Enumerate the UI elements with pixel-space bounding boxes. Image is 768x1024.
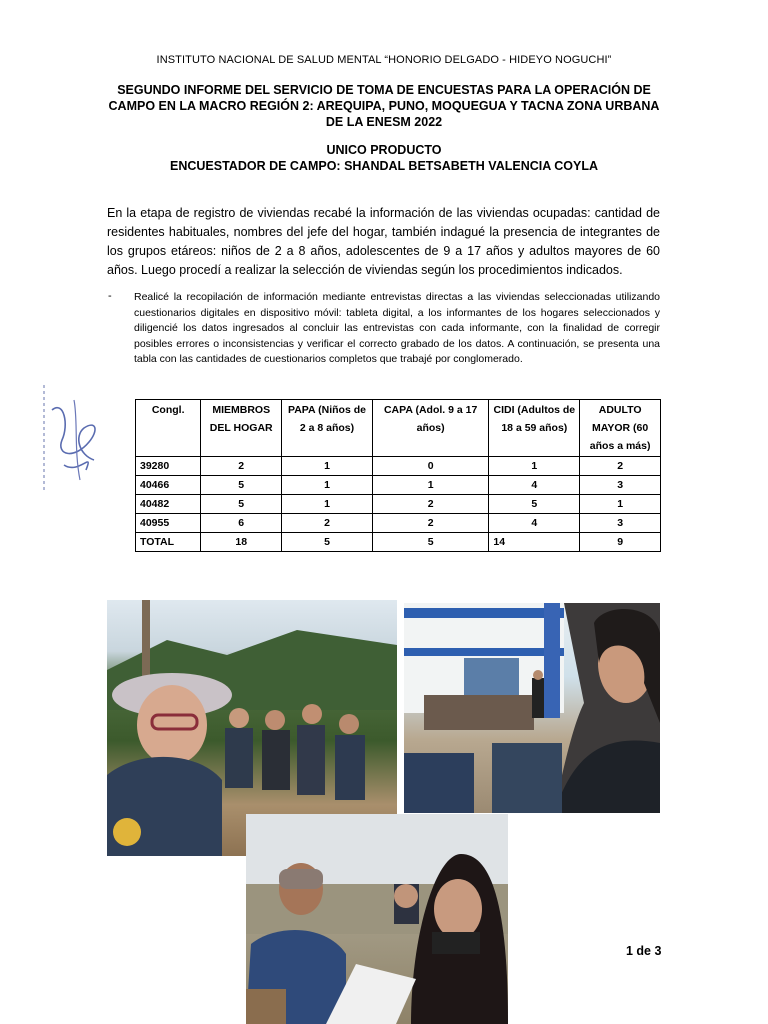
table-cell: 2 xyxy=(282,514,373,533)
table-total-row xyxy=(136,533,661,552)
col-header: CAPA (Adol. 9 a 17 años) xyxy=(372,400,488,457)
table-cell: 2 xyxy=(372,495,488,514)
survey-table xyxy=(135,399,661,552)
col-header: PAPA (Niños de 2 a 8 años) xyxy=(282,400,373,457)
institute-name: INSTITUTO NACIONAL DE SALUD MENTAL “HONORIO DELGADO - HIDEYO NOGUCHI” xyxy=(156,54,612,66)
report-subtitle xyxy=(100,142,668,174)
table-cell: 5 xyxy=(201,495,282,514)
table-cell: 6 xyxy=(201,514,282,533)
bullet-paragraph: Realicé la recopilación de información mediante entrevistas directas a las viviendas seleccionadas utilizando cuestionarios digitales en dispositivo móvil: tableta digital, a los informantes de los hogares seleccionados y diligencié los datos ingresados al concluir las entrevistas con cada informante, con la finalidad de corregir posibles errores o inconsistencias y verificar el correcto grabado de los datos. A continuación, se presenta una tabla con las cantidades de cuestionarios completos que trabajé por conglomerado. xyxy=(134,291,660,365)
table-cell: 5 xyxy=(489,495,580,514)
table-cell: 40482 xyxy=(136,495,201,514)
table-cell: 5 xyxy=(201,476,282,495)
table-cell: 1 xyxy=(282,476,373,495)
table-cell: 18 xyxy=(201,533,282,552)
bullet-marker: - xyxy=(108,290,112,302)
table-cell: 40955 xyxy=(136,514,201,533)
col-header: MIEMBROS DEL HOGAR xyxy=(201,400,282,457)
page-number: 1 de 3 xyxy=(626,944,662,958)
table-cell: 4 xyxy=(489,476,580,495)
table-cell: 1 xyxy=(282,495,373,514)
table-cell: 3 xyxy=(580,476,661,495)
field-photo-school xyxy=(404,603,660,813)
field-photo-selfie xyxy=(246,814,508,1024)
table-cell: 2 xyxy=(372,514,488,533)
table-cell: 0 xyxy=(372,457,488,476)
table-cell: TOTAL xyxy=(136,533,201,552)
table-cell: 3 xyxy=(580,514,661,533)
table-row xyxy=(136,457,661,476)
table-cell: 9 xyxy=(580,533,661,552)
col-header: Congl. xyxy=(136,400,201,457)
table-cell: 4 xyxy=(489,514,580,533)
surveyor-label: ENCUESTADOR DE CAMPO: SHANDAL BETSABETH VALENCIA COYLA xyxy=(169,159,599,173)
table-row xyxy=(136,476,661,495)
table-cell: 1 xyxy=(372,476,488,495)
table-cell: 14 xyxy=(489,533,580,552)
table-row xyxy=(136,514,661,533)
table-header-row xyxy=(136,400,661,457)
table-cell: 2 xyxy=(580,457,661,476)
table-cell: 2 xyxy=(201,457,282,476)
col-header: CIDI (Adultos de 18 a 59 años) xyxy=(489,400,580,457)
table-row xyxy=(136,495,661,514)
table-cell: 39280 xyxy=(136,457,201,476)
intro-paragraph: En la etapa de registro de viviendas recabé la información de las viviendas ocupadas: cantidad de residentes habituales, nombres del jefe del hogar, también indagué la presencia de integrantes de los grupos etáreos: niños de 2 a 8 años, adolescentes de 9 a 17 años y adultos mayores de 60 años. Luego procedí a realizar la selección de viviendas según los procedimientos indicados. xyxy=(107,206,660,277)
table-cell: 1 xyxy=(282,457,373,476)
signature-image xyxy=(34,380,114,495)
table-cell: 40466 xyxy=(136,476,201,495)
col-header: ADULTO MAYOR (60 años a más) xyxy=(580,400,661,457)
table-cell: 1 xyxy=(489,457,580,476)
table-cell: 5 xyxy=(282,533,373,552)
report-title: SEGUNDO INFORME DEL SERVICIO DE TOMA DE ENCUESTAS PARA LA OPERACIÓN DE CAMPO EN LA MACRO REGIÓN 2: AREQUIPA, PUNO, MOQUEGUA Y TACNA ZONA URBANA DE LA ENESM 2022 xyxy=(108,83,660,129)
product-label: UNICO PRODUCTO xyxy=(326,143,442,157)
table-cell: 5 xyxy=(372,533,488,552)
table-cell: 1 xyxy=(580,495,661,514)
